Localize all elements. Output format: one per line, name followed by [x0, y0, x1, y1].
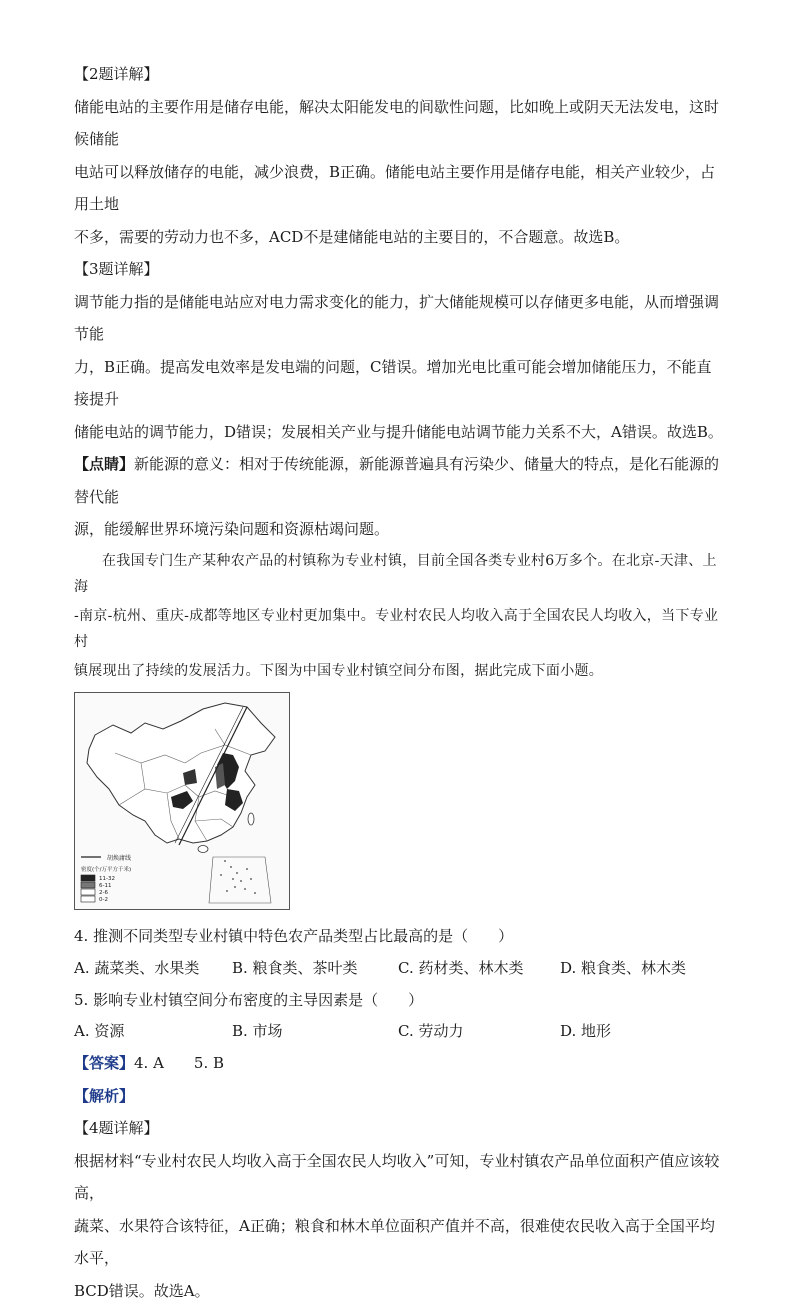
- answer-line: [74, 1047, 724, 1080]
- question-4-options: [74, 953, 724, 984]
- legend-item-3: 2-6: [99, 890, 108, 896]
- q2-line-2: 电站可以释放储存的电能，减少浪费，B正确。储能电站主要作用是储存电能，相关产业较少，占用土地: [74, 156, 724, 221]
- answer-label: 【答案】: [74, 1054, 134, 1072]
- legend-item-2: 6-11: [99, 883, 111, 889]
- q2-line-1: 储能电站的主要作用是储存电能，解决太阳能发电的间歇性问题，比如晚上或阴天无法发电，这时候储能: [74, 91, 724, 156]
- legend-item-4: 0-2: [99, 897, 108, 903]
- q5-option-c: C. 劳动力: [398, 1016, 560, 1047]
- q3-heading: 【3题详解】: [74, 253, 724, 286]
- q5-option-b: B. 市场: [232, 1016, 398, 1047]
- q2-line-3: 不多，需要的劳动力也不多，ACD不是建储能电站的主要目的，不合题意。故选B。: [74, 221, 724, 254]
- question-4-stem: 4. 推测不同类型专业村镇中特色农产品类型占比最高的是（ ）: [74, 920, 724, 953]
- material-line-2: -南京-杭州、重庆-成都等地区专业村更加集中。专业村农民人均收入高于全国农民人均收入，当下专业村: [74, 603, 724, 656]
- q4-option-b: B. 粮食类、茶叶类: [232, 953, 398, 984]
- q3-line-2: 力，B正确。提高发电效率是发电端的问题，C错误。增加光电比重可能会增加储能压力，不能直接提升: [74, 351, 724, 416]
- dianjing-label: 【点睛】: [74, 455, 134, 473]
- china-outline: [87, 703, 275, 843]
- dianjing-line-2: 源，能缓解世界环境污染问题和资源枯竭问题。: [74, 513, 724, 546]
- legend-hu-line-label: 胡焕庸线: [107, 854, 131, 862]
- answer-value: 4. A 5. B: [134, 1054, 224, 1072]
- material-line-1: 在我国专门生产某种农产品的村镇称为专业村镇，目前全国各类专业村6万多个。在北京-天津、上海: [74, 548, 724, 601]
- analysis-label: 【解析】: [74, 1080, 724, 1113]
- question-5-stem: 5. 影响专业村镇空间分布密度的主导因素是（ ）: [74, 984, 724, 1017]
- q4-option-c: C. 药材类、林木类: [398, 953, 560, 984]
- legend-title: 密度(个/万平方千米): [81, 865, 131, 873]
- q3-line-3: 储能电站的调节能力，D错误；发展相关产业与提升储能电站调节能力关系不大，A错误。故选B。: [74, 416, 724, 449]
- q5-option-a: A. 资源: [74, 1016, 232, 1047]
- q4-option-d: D. 粮食类、林木类: [560, 953, 720, 984]
- q4-heading: 【4题详解】: [74, 1112, 724, 1145]
- map-figure: [75, 693, 289, 909]
- china-specialty-village-map: [74, 692, 290, 910]
- material-line-3: 镇展现出了持续的发展活力。下图为中国专业村镇空间分布图，据此完成下面小题。: [74, 658, 724, 685]
- q4-option-a: A. 蔬菜类、水果类: [74, 953, 232, 984]
- q5-option-d: D. 地形: [560, 1016, 720, 1047]
- q4-line-1: 根据材料“专业村农民人均收入高于全国农民人均收入”可知，专业村镇农产品单位面积产值应该较高，: [74, 1145, 724, 1210]
- q4-line-3: BCD错误。故选A。: [74, 1275, 724, 1307]
- q3-line-1: 调节能力指的是储能电站应对电力需求变化的能力，扩大储能规模可以存储更多电能，从而增强调节能: [74, 286, 724, 351]
- question-5-options: [74, 1016, 724, 1047]
- q4-line-2: 蔬菜、水果符合该特征，A正确；粮食和林木单位面积产值并不高，很难使农民收入高于全国平均水平，: [74, 1210, 724, 1275]
- legend-item-1: 11-32: [99, 876, 115, 882]
- q2-heading: 【2题详解】: [74, 58, 724, 91]
- dianjing-line-1: 【点睛】新能源的意义：相对于传统能源，新能源普遍具有污染少、储量大的特点，是化石能源的替代能: [74, 448, 724, 513]
- document-page: [74, 58, 724, 1307]
